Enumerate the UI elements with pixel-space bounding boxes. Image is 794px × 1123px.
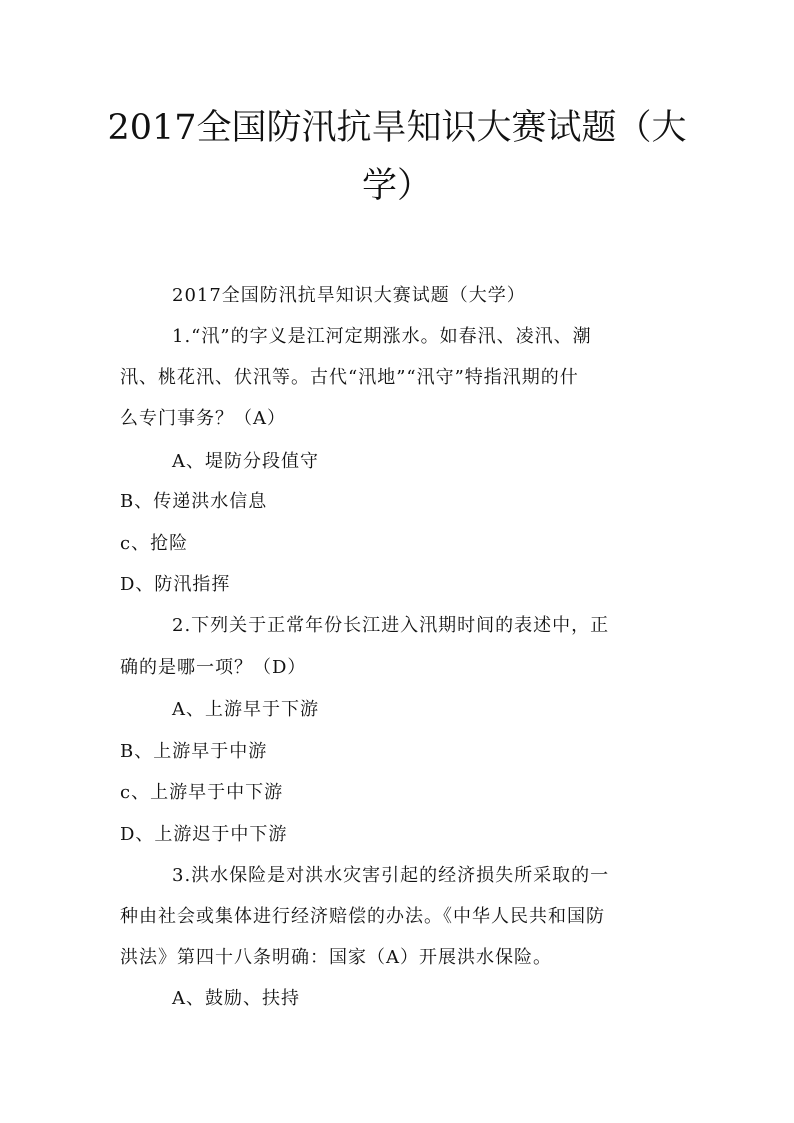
question-1-line-1: 1.“汛”的字义是江河定期涨水。如春汛、凌汛、潮	[172, 326, 592, 347]
question-2-line-2: 确的是哪一项？（D）	[120, 657, 307, 678]
question-1-option-c: c、抢险	[120, 533, 189, 554]
document-title-line-2: 学）	[361, 166, 432, 206]
question-1-line-2: 汛、桃花汛、伏汛等。古代“汛地”“汛守”特指汛期的什	[120, 367, 579, 388]
question-2-option-d: D、上游迟于中下游	[120, 824, 288, 845]
subtitle-line: 2017全国防汛抗旱知识大赛试题（大学）	[172, 285, 526, 306]
question-3-line-2: 种由社会或集体进行经济赔偿的办法。《中华人民共和国防	[120, 906, 605, 927]
question-1-option-d: D、防汛指挥	[120, 574, 231, 595]
question-2-option-a: A、上游早于下游	[172, 699, 319, 720]
question-3-option-a: A、鼓励、扶持	[172, 988, 300, 1009]
question-2-option-c: c、上游早于中下游	[120, 782, 284, 803]
question-2-line-1: 2.下列关于正常年份长江进入汛期时间的表述中，正	[172, 615, 610, 636]
question-3-line-3: 洪法》第四十八条明确：国家（A）开展洪水保险。	[120, 947, 552, 968]
question-1-line-3: 么专门事务？（A）	[120, 408, 286, 429]
question-3-line-1: 3.洪水保险是对洪水灾害引起的经济损失所采取的一	[172, 865, 610, 886]
question-1-option-a: A、堤防分段值守	[172, 451, 319, 472]
question-1-option-b: B、传递洪水信息	[120, 491, 268, 512]
question-2-option-b: B、上游早于中游	[120, 741, 268, 762]
document-title-line-1: 2017全国防汛抗旱知识大赛试题（大	[107, 108, 687, 148]
